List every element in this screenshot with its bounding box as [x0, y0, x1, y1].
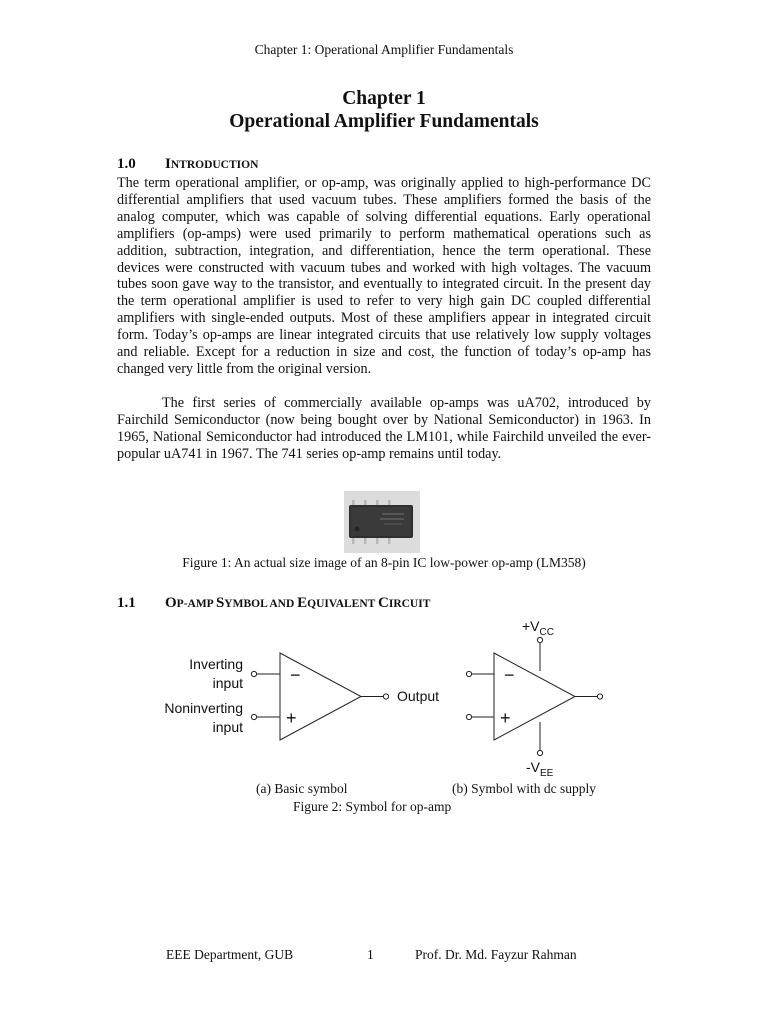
- heading-initial: E: [297, 595, 308, 611]
- section-title-initial: I: [165, 156, 171, 172]
- section-number: 1.0: [117, 156, 136, 172]
- section-number: 1.1: [117, 595, 136, 611]
- footer-page-number: 1: [367, 947, 374, 962]
- minus-sign: −: [290, 665, 301, 685]
- op-amp-symbol-diagram: [0, 600, 768, 800]
- intro-paragraph-2: The first series of commercially available op-amps was uA702, introduced by Fairchild Semiconductor (now being bought over by National Semiconductor) in 1963. In 1965, National Semiconductor had introduced the LM101, while Fairchild unveiled the ever-popular uA741 in 1967. The 741 series op-amp remains until today.: [117, 394, 651, 462]
- section-title-rest: NTRODUCTION: [170, 159, 259, 171]
- heading-initial: O: [165, 595, 177, 611]
- plus-sign: +: [286, 708, 297, 728]
- output-label: Output: [397, 688, 440, 704]
- footer-author: Prof. Dr. Md. Fayzur Rahman: [415, 947, 577, 962]
- inverting-input-label: Inverting: [189, 656, 243, 672]
- heading-initial: S: [215, 595, 225, 611]
- heading-rest: P-AMP: [176, 598, 216, 610]
- op-amp-ic-photo: [344, 491, 420, 553]
- vcc-terminal: [537, 637, 542, 642]
- noninverting-input-label: input: [212, 719, 243, 735]
- heading-rest: YMBOL AND: [224, 598, 298, 610]
- figure-2-caption: Figure 2: Symbol for op-amp: [293, 799, 452, 814]
- heading-rest: QUIVALENT: [307, 598, 378, 610]
- plus-sign: +: [500, 708, 511, 728]
- noninverting-input-terminal: [251, 714, 256, 719]
- figure-2b-subcaption: (b) Symbol with dc supply: [452, 781, 596, 796]
- chapter-title: Operational Amplifier Fundamentals: [229, 111, 539, 132]
- intro-body: [117, 175, 651, 463]
- vee-label: $-V_{EE}$: [526, 759, 554, 779]
- vcc-label: $+V_{CC}$: [522, 618, 554, 638]
- heading-rest: IRCUIT: [388, 598, 431, 610]
- output-terminal: [383, 694, 388, 699]
- inverting-input-terminal: [251, 671, 256, 676]
- heading-initial: C: [378, 595, 389, 611]
- footer-department: EEE Department, GUB: [166, 947, 294, 962]
- minus-sign: −: [504, 665, 515, 685]
- vee-terminal: [537, 750, 542, 755]
- intro-paragraph-1: The term operational amplifier, or op-amp, was originally applied to high-performance DC differential amplifiers that used vacuum tubes. These amplifiers formed the basis of the analog computer, which was capable of solving differential equations. Early operational amplifiers (op-amps) were used primarily to perform mathematical operations such as addition, subtraction, integration, and differentiation, hence the term operational. These devices were constructed with vacuum tubes and worked with high voltages. The vacuum tubes soon gave way to the transistor, and eventually to integrated circuit. In the present day the term operational amplifier is used to refer to very high gain DC coupled differential amplifiers with single-ended outputs. Most of these amplifiers appear in integrated circuit form. Today’s op-amps are linear integrated circuits that use relatively low supply voltages and reliable. Except for a reduction in size and cost, the function of today’s op-amp has changed very little from the original version.: [117, 175, 651, 377]
- running-header: Chapter 1: Operational Amplifier Fundamentals: [254, 42, 514, 57]
- inverting-input-label: input: [212, 675, 243, 691]
- chapter-number: Chapter 1: [342, 88, 426, 109]
- figure-2a-subcaption: (a) Basic symbol: [256, 781, 348, 796]
- figure-1-caption: Figure 1: An actual size image of an 8-pin IC low-power op-amp (LM358): [182, 555, 586, 570]
- section-heading-introduction: [117, 156, 258, 173]
- noninverting-input-label: Noninverting: [164, 700, 243, 716]
